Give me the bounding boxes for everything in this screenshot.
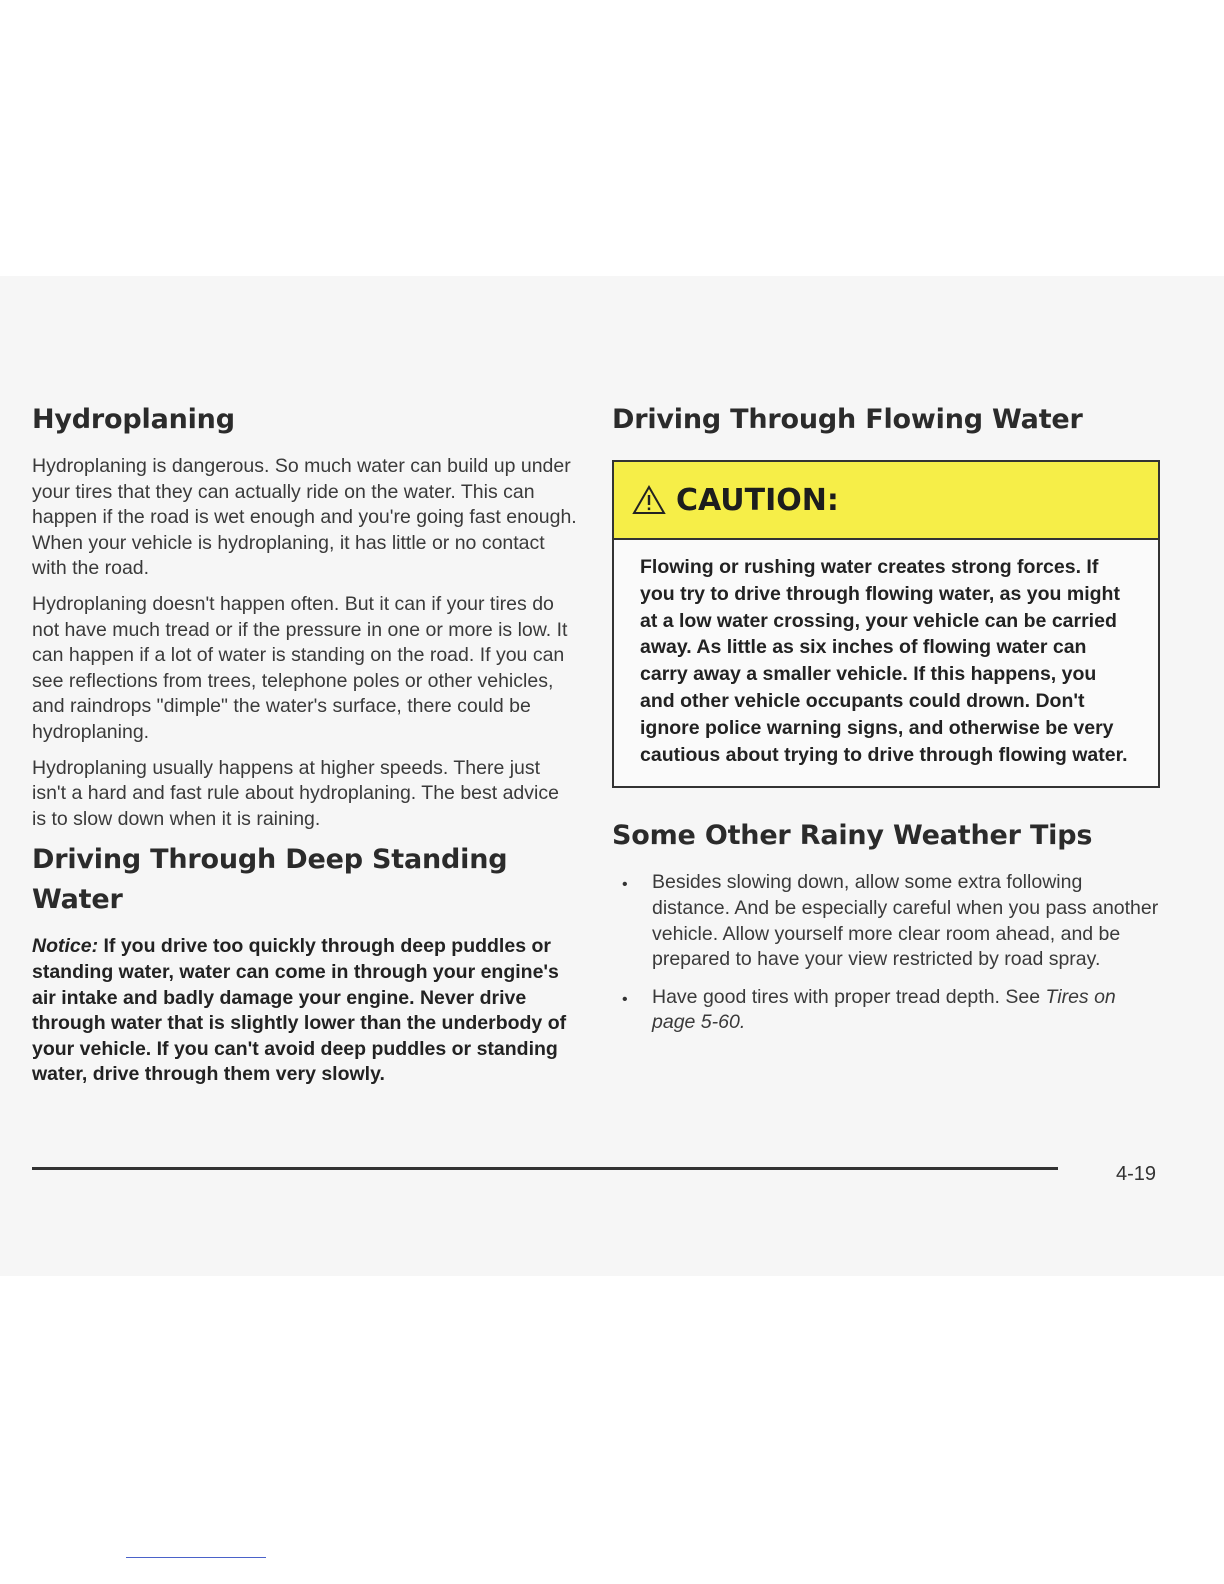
caution-title: CAUTION: — [676, 482, 839, 518]
list-item — [622, 870, 1160, 972]
left-column — [32, 400, 577, 1107]
tip-text: Besides slowing down, allow some extra following distance. And be especially careful when you pass another vehicle. Allow yourself more clear room ahead, and be prepared to have your view restricted by road spray. — [652, 871, 1159, 971]
flowing-water-heading: Driving Through Flowing Water — [612, 404, 1083, 435]
divider — [126, 1557, 266, 1558]
caution-header — [614, 462, 1158, 540]
tips-heading: Some Other Rainy Weather Tips — [612, 820, 1093, 852]
warning-triangle-icon — [632, 485, 666, 515]
tip-text: Have good tires with proper tread depth. See — [652, 985, 1046, 1008]
caution-text: Flowing or rushing water creates strong forces. If you try to drive through flowing water, as you might at a low water crossing, your vehicle can be carried away. As little as six inches of flowing water can carry away a smaller vehicle. If this happens, you and other vehicle occupants could drown. Don't ignore police warning signs, and otherwise be very cautious about trying to drive through flowing water. — [640, 556, 1128, 766]
notice-label: Notice: — [32, 935, 99, 958]
deep-water-heading: Driving Through Deep Standing Water — [32, 844, 508, 916]
right-column — [612, 400, 1160, 1048]
page-number: 4-19 — [1116, 1163, 1157, 1185]
hydroplaning-paragraph-3: Hydroplaning usually happens at higher speeds. There just isn't a hard and fast rule about hydroplaning. The best advice is to slow down when it is raining. — [32, 756, 559, 830]
bullet-icon: • — [622, 990, 628, 1008]
tips-list — [612, 870, 1160, 1036]
caution-box — [612, 460, 1160, 788]
footer-rule — [32, 1167, 1058, 1170]
notice-text: If you drive too quickly through deep puddles or standing water, water can come in through your engine's air intake and badly damage your engine. Never drive through water that is slightly lower than the underbody of your vehicle. If you can't avoid deep puddles or standing water, drive through them very slowly. — [32, 935, 567, 1086]
list-item — [622, 985, 1160, 1036]
hydroplaning-heading: Hydroplaning — [32, 404, 235, 435]
hydroplaning-paragraph-1: Hydroplaning is dangerous. So much water can build up under your tires that they can actually ride on the water. This can happen if the road is wet enough and you're going fast enough. When your vehicle is hydroplaning, it has little or no contact with the road. — [32, 455, 577, 580]
tires-page-reference[interactable]: Tires on page 5-60. — [652, 985, 1116, 1034]
hydroplaning-paragraph-2: Hydroplaning doesn't happen often. But it can if your tires do not have much tread or if the pressure in one or more is low. It can happen if a lot of water is standing on the road. If you can see reflections from trees, telephone poles or other vehicles, and raindrops "dimple" the water's surface, there could be hydroplaning. — [32, 592, 568, 743]
notice-paragraph — [32, 934, 577, 1088]
bullet-icon: • — [622, 876, 628, 894]
